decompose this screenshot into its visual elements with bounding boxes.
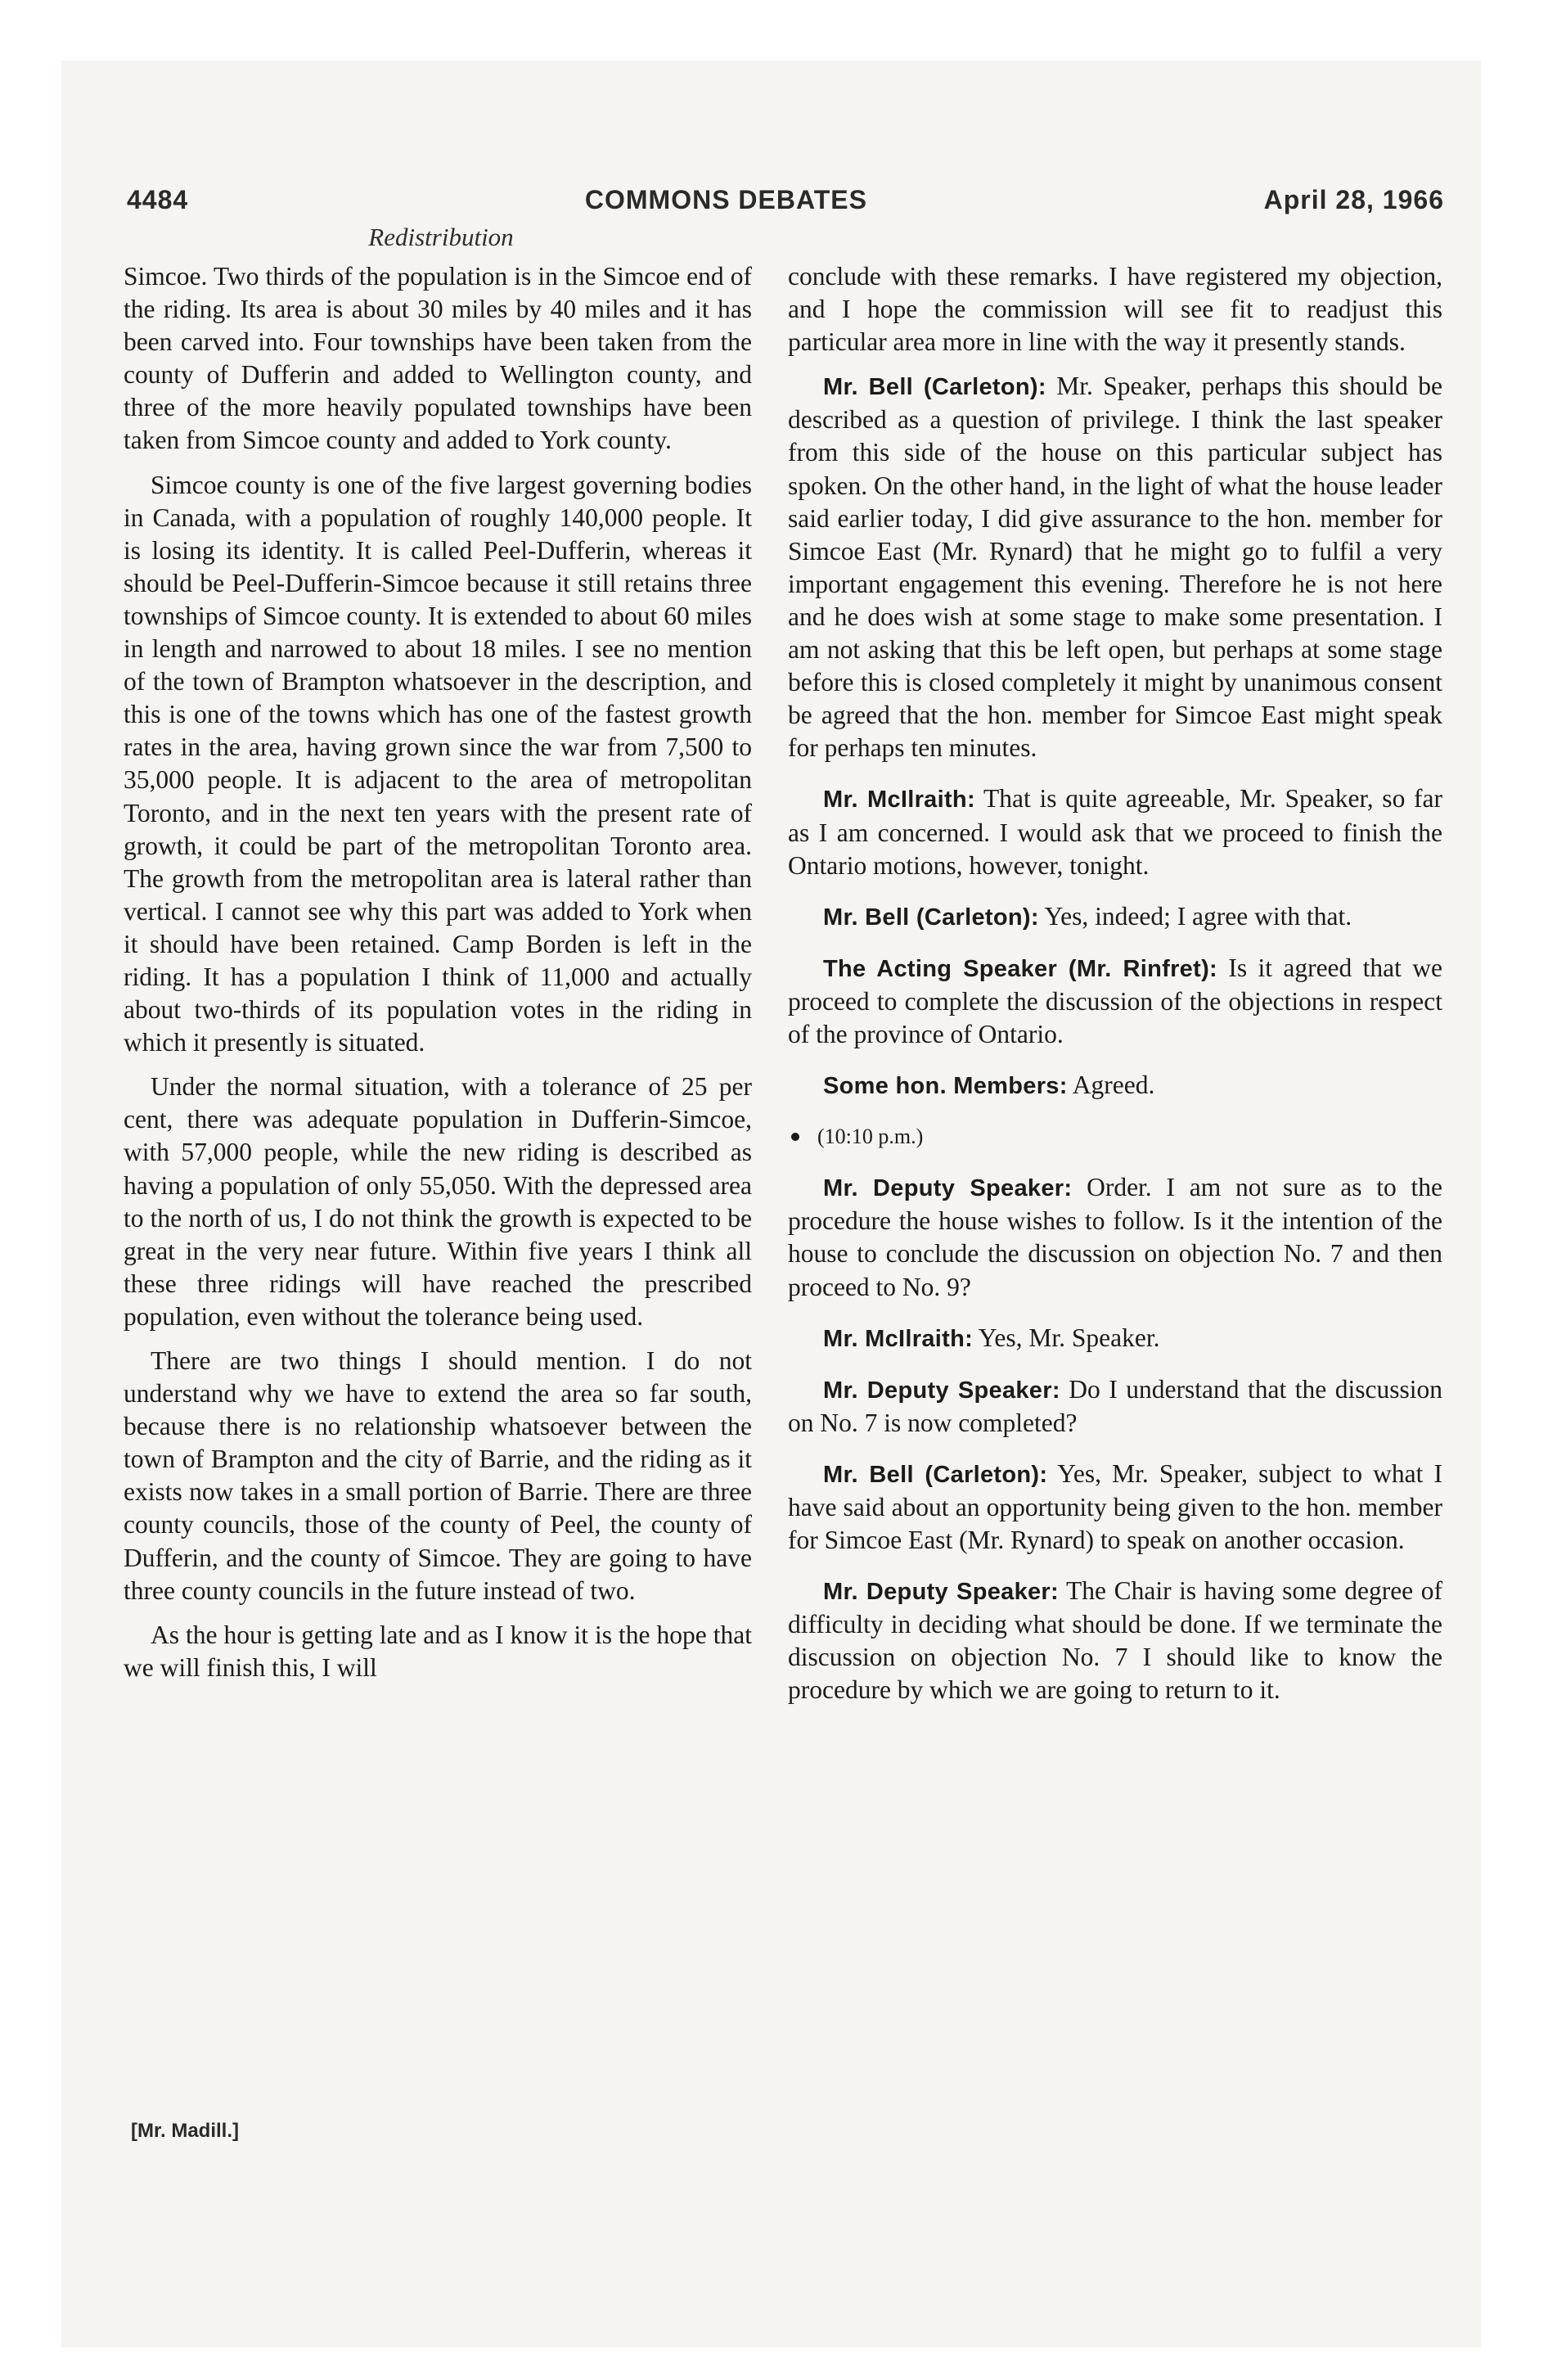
speech xyxy=(788,1458,1442,1557)
publication-title: COMMONS DEBATES xyxy=(584,185,867,214)
speaker-name: Mr. Deputy Speaker: xyxy=(823,1377,1060,1404)
speech-text: Mr. Speaker, perhaps this should be described as a question of privilege. I think the last speaker from this side of the house on this particular subject has spoken. On the other hand, in the light of what the house leader said earlier today, I did give assurance to the hon. member for Simcoe East (Mr. Rynard) that he might go to fulfil a very important engagement this evening. Therefore he is not here and he does wish at some stage to make some presentation. I am not asking that this be left open, but perhaps at some stage before this is closed completely it might by unanimous consent be agreed that the hon. member for Simcoe East might speak for perhaps ten minutes. xyxy=(788,372,1442,763)
speech xyxy=(788,952,1442,1051)
speech-text: Is it agreed that we proceed to complete the discussion of the objections in respect of the province of Ontario. xyxy=(788,953,1442,1048)
paragraph: conclude with these remarks. I have registered my objection, and I hope the commission will see fit to readjust this particular area more in line with the way it presently stands. xyxy=(788,262,1442,357)
time-mark xyxy=(788,1120,1442,1153)
speech-text: Do I understand that the discussion on No. 7 is now completed? xyxy=(788,1374,1442,1437)
speech-text: Yes, Mr. Speaker, subject to what I have said about an opportunity being given to the hon. member for Simcoe East (Mr. Rynard) to speak on another occasion. xyxy=(788,1458,1442,1555)
speaker-name: Mr. Bell (Carleton): xyxy=(823,904,1039,931)
speech xyxy=(788,900,1442,934)
speech-text: That is quite agreeable, Mr. Speaker, so far as I am concerned. I would ask that we proceed to finish the Ontario motions, however, tonight. xyxy=(788,784,1442,880)
speech xyxy=(788,782,1442,881)
paragraph: Under the normal situation, with a tolerance of 25 per cent, there was adequate population in Dufferin-Simcoe, with 57,000 people, while the new riding is described as having a population of only 55,050. With the depressed area to the north of us, I do not think the growth is expected to be great in the very near future. Within five years I think all these three ridings will have reached the prescribed population, even without the tolerance being used. xyxy=(124,1072,752,1331)
time-stamp: (10:10 p.m.) xyxy=(817,1125,924,1149)
speech xyxy=(788,1575,1442,1706)
left-column xyxy=(124,260,752,1696)
paragraph: Simcoe county is one of the five largest governing bodies in Canada, with a population of roughly 140,000 people. It is losing its identity. It is called Peel-Dufferin, whereas it should be Peel-Dufferin-Simcoe because it still retains three townships of Simcoe county. It is extended to about 60 miles in length and narrowed to about 18 miles. I see no mention of the town of Brampton whatsoever in the description, and this is one of the towns which has one of the fastest growth rates in the area, having grown since the war from 7,500 to 35,000 people. It is adjacent to the area of metropolitan Toronto, and in the next ten years with the present rate of growth, it could be part of the metropolitan Toronto area. The growth from the metropolitan area is lateral rather than vertical. I cannot see why this part was added to York when it should have been retained. Camp Borden is left in the riding. It has a population I think of 11,000 and actually about two-thirds of its population votes in the riding in which it presently is situated. xyxy=(124,470,752,1057)
speech-text: Agreed. xyxy=(1067,1071,1155,1100)
speech-text: Yes, indeed; I agree with that. xyxy=(1038,901,1352,931)
speech-text: The Chair is having some degree of difficulty in deciding what should be done. If we terminate the discussion on objection No. 7 I should like to know the procedure by which we are going to return to it. xyxy=(788,1576,1443,1705)
bullet-icon xyxy=(791,1133,799,1141)
speaker-name: Mr. Bell (Carleton): xyxy=(823,1461,1048,1488)
speaker-name: Mr. Deputy Speaker: xyxy=(823,1579,1059,1606)
speech-text: Order. I am not sure as to the procedure the house wishes to follow. Is it the intention of the house to conclude the discussion on objection No. 7 and then proceed to No. 9? xyxy=(788,1173,1442,1301)
speaker-name: Mr. McIlraith: xyxy=(823,787,975,814)
page-header xyxy=(127,185,1444,226)
paragraph: Simcoe. Two thirds of the population is in the Simcoe end of the riding. Its area is about 30 miles by 40 miles and it has been carved into. Four townships have been taken from the county of Dufferin and added to Wellington county, and three of the more heavily populated townships have been taken from Simcoe county and added to York county. xyxy=(124,262,752,455)
running-head: Redistribution xyxy=(368,223,514,251)
speech-text: Yes, Mr. Speaker. xyxy=(973,1323,1160,1352)
speech xyxy=(788,370,1442,764)
issue-date: April 28, 1966 xyxy=(1263,185,1444,214)
speaker-name: Some hon. Members: xyxy=(823,1073,1068,1100)
speaker-name: Mr. McIlraith: xyxy=(823,1325,974,1352)
speaker-name: The Acting Speaker (Mr. Rinfret): xyxy=(823,955,1217,982)
paragraph: As the hour is getting late and as I know it is the hope that we will finish this, I will xyxy=(124,1620,752,1682)
speech xyxy=(788,1322,1442,1355)
speaker-name: Mr. Bell (Carleton): xyxy=(823,374,1046,401)
speech xyxy=(788,1373,1442,1440)
speaker-name: Mr. Deputy Speaker: xyxy=(823,1175,1073,1202)
page-number: 4484 xyxy=(127,185,189,214)
speech xyxy=(788,1069,1442,1102)
right-column xyxy=(788,260,1442,1725)
paragraph: There are two things I should mention. I do not understand why we have to extend the area so far south, because there is no relationship whatsoever between the town of Brampton and the city of Barrie, and the riding as it exists now takes in a small portion of Barrie. There are three county councils, those of the county of Peel, the county of Dufferin, and the county of Simcoe. They are going to have three county councils in the future instead of two. xyxy=(124,1346,752,1605)
speaker-footer-label: [Mr. Madill.] xyxy=(131,2120,239,2142)
speech xyxy=(788,1171,1442,1303)
